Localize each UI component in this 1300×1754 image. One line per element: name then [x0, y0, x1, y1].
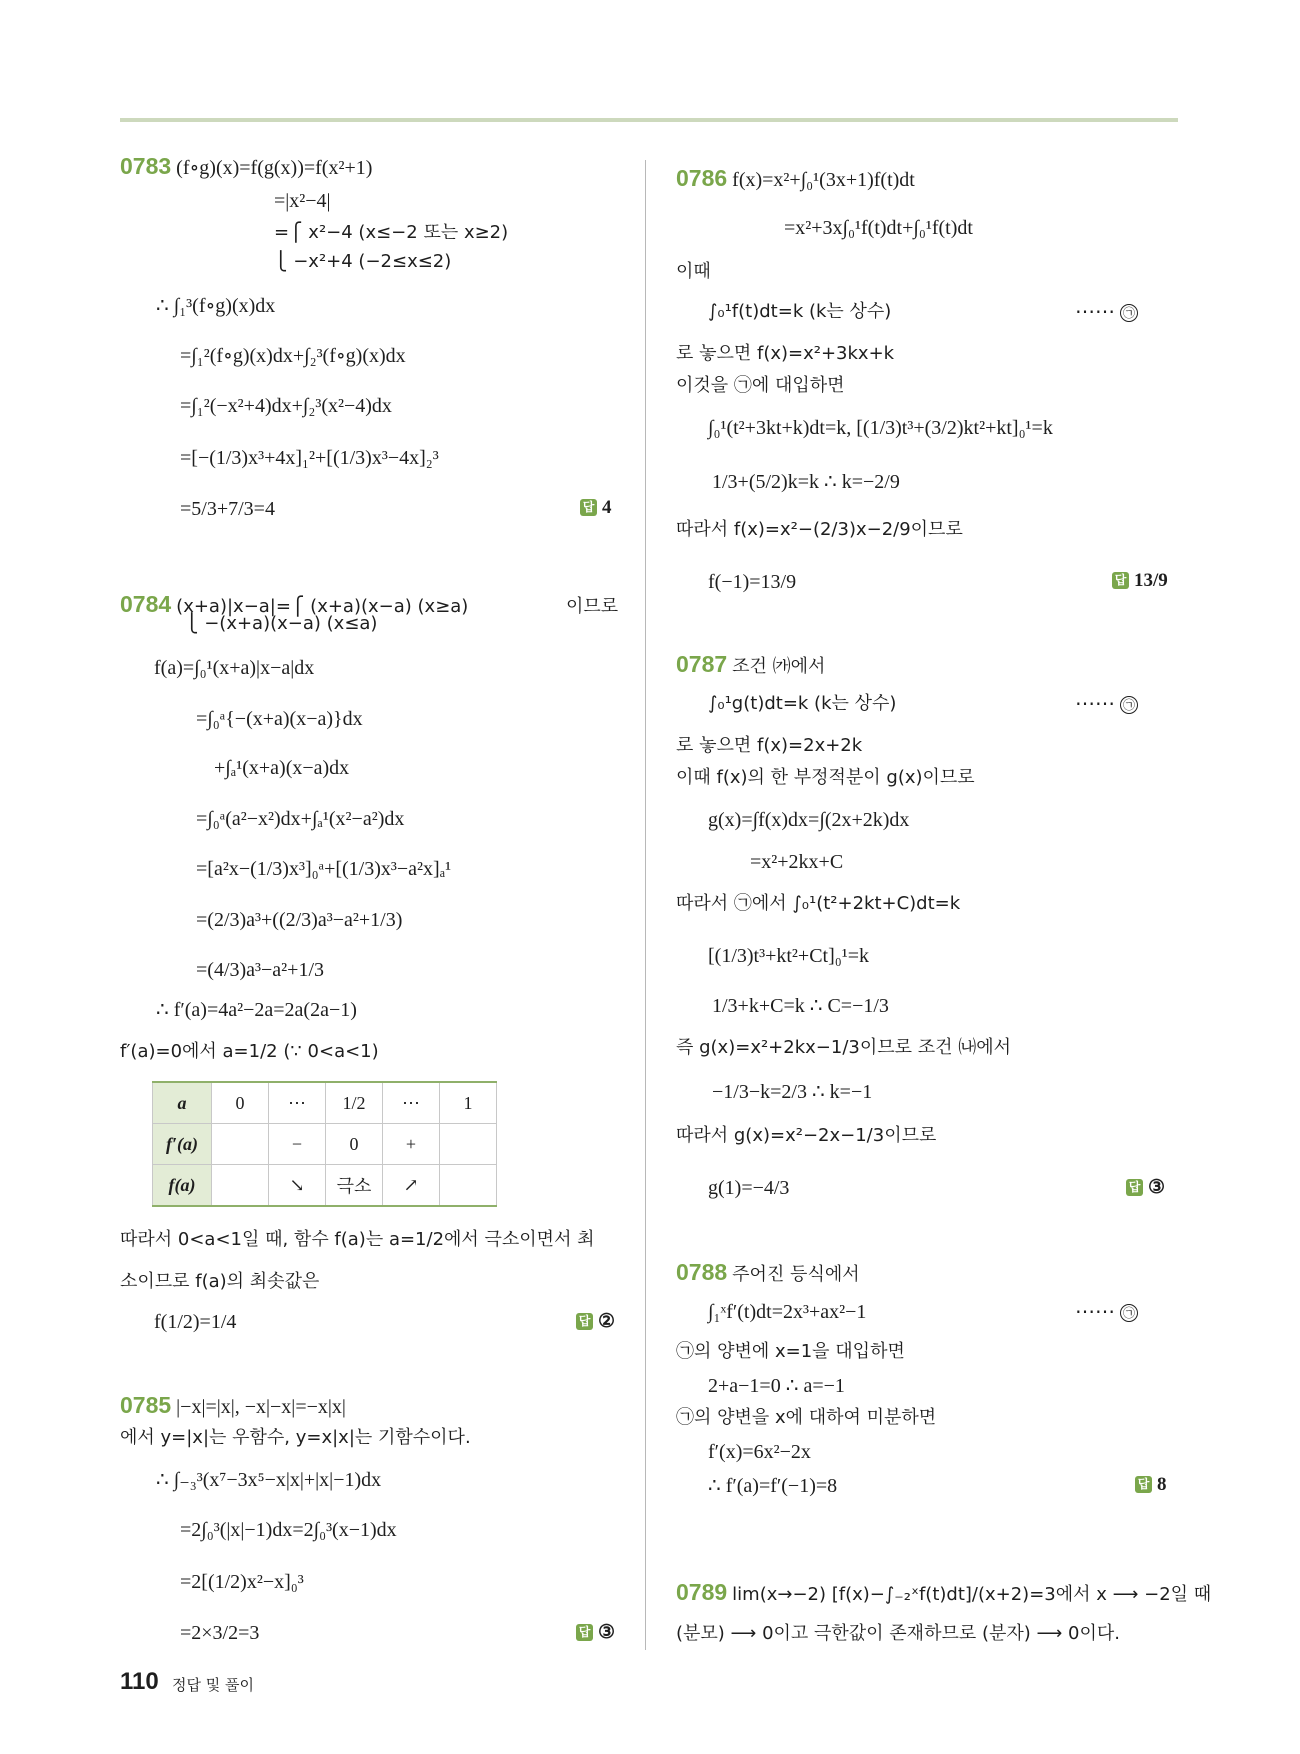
answer-value: 4: [602, 497, 612, 518]
table-cell: f(a): [153, 1165, 212, 1207]
answer-0786: [1112, 570, 1168, 592]
answer-0787: [1126, 1176, 1165, 1199]
problem-0785-header: [120, 1393, 346, 1419]
table-cell: 1: [440, 1082, 497, 1124]
problem-number: 0784: [120, 591, 172, 617]
line: ∫₀¹g(t)dt=k (k는 상수): [708, 693, 897, 714]
line: 1/3+(5/2)k=k ∴ k=−2/9: [712, 471, 900, 493]
line: g(x)=∫f(x)dx=∫(2x+2k)dx: [708, 809, 910, 831]
answer-0788: [1135, 1474, 1167, 1496]
answer-value: ③: [1148, 1177, 1166, 1198]
table-cell: 1/2: [326, 1082, 383, 1124]
line: −1/3−k=2/3 ∴ k=−1: [712, 1081, 873, 1103]
table-row: [153, 1124, 497, 1165]
answer-badge: 답: [580, 499, 597, 516]
column-divider: [645, 160, 646, 1650]
line: f(−1)=13/9: [708, 571, 797, 593]
table-cell: ⋯: [383, 1082, 440, 1124]
problem-0788-header: [676, 1260, 860, 1287]
line: 이것을 ㉠에 대입하면: [676, 375, 845, 396]
problem-number: 0785: [120, 1392, 172, 1418]
line: ㉠의 양변에 x=1을 대입하면: [676, 1341, 905, 1362]
line: (x+a)|x−a|=⎧ (x+a)(x−a) (x≥a): [176, 596, 469, 617]
line: 소이므로 f(a)의 최솟값은: [120, 1271, 320, 1292]
table-cell: [440, 1165, 497, 1207]
answer-value: ②: [598, 1311, 616, 1332]
line: f(1/2)=1/4: [154, 1311, 237, 1333]
table-cell: ⋯: [269, 1082, 326, 1124]
line: +∫ₐ¹(x+a)(x−a)dx: [214, 757, 350, 779]
line: (분모) ⟶ 0이고 극한값이 존재하므로 (분자) ⟶ 0이다.: [676, 1623, 1120, 1644]
increase-decrease-table: [152, 1081, 497, 1207]
line: (f∘g)(x)=f(g(x))=f(x²+1): [176, 157, 373, 179]
table-cell: [212, 1124, 269, 1165]
line: =x²+3x∫₀¹f(t)dt+∫₀¹f(t)dt: [784, 217, 973, 239]
line: ∫₀¹f(t)dt=k (k는 상수): [708, 301, 892, 322]
table-cell: ↗: [383, 1165, 440, 1207]
line: f(x)=x²+∫₀¹(3x+1)f(t)dt: [732, 169, 915, 191]
line: 따라서 f(x)=x²−(2/3)x−2/9이므로: [676, 519, 963, 540]
line: f(a)=∫₀¹(x+a)|x−a|dx: [154, 657, 315, 679]
line: 로 놓으면 f(x)=x²+3kx+k: [676, 343, 895, 364]
line: ∴ f′(a)=4a²−2a=2a(2a−1): [156, 999, 357, 1021]
marker-a: [1075, 300, 1138, 324]
problem-0789-header: [676, 1580, 1211, 1607]
line: 2+a−1=0 ∴ a=−1: [708, 1375, 845, 1397]
line: =∫₁²(−x²+4)dx+∫₂³(x²−4)dx: [180, 395, 392, 417]
problem-number: 0787: [676, 651, 728, 677]
table-cell: ↘: [269, 1165, 326, 1207]
marker-a: [1075, 1300, 1138, 1324]
line: 에서 y=|x|는 우함수, y=x|x|는 기함수이다.: [120, 1427, 471, 1448]
table-cell: +: [383, 1124, 440, 1165]
line: 따라서 0<a<1일 때, 함수 f(a)는 a=1/2에서 극소이면서 최: [120, 1229, 595, 1250]
line: =2∫₀³(|x|−1)dx=2∫₀³(x−1)dx: [180, 1519, 397, 1541]
line: 주어진 등식에서: [732, 1264, 860, 1285]
problem-number: 0786: [676, 165, 728, 191]
table-cell: 0: [326, 1124, 383, 1165]
answer-badge: 답: [1135, 1476, 1152, 1493]
problem-0783-header: [120, 154, 372, 180]
answer-badge: 답: [576, 1313, 593, 1330]
line: =2×3/2=3: [180, 1622, 260, 1644]
line: ⎩ −(x+a)(x−a) (x≤a): [185, 613, 378, 634]
line: =⎧ x²−4 (x≤−2 또는 x≥2): [274, 222, 509, 243]
answer-badge: 답: [576, 1624, 593, 1641]
answer-value: ③: [598, 1622, 616, 1643]
line: 이므로: [566, 596, 619, 617]
line: ∫₁ˣf′(t)dt=2x³+ax²−1: [708, 1301, 867, 1323]
line: 이때 f(x)의 한 부정적분이 g(x)이므로: [676, 767, 975, 788]
line: 이때: [676, 261, 711, 282]
top-rule: [120, 118, 1178, 122]
line: =(2/3)a³+((2/3)a³−a²+1/3): [196, 909, 403, 931]
line: =[−(1/3)x³+4x]₁²+[(1/3)x³−4x]₂³: [180, 447, 439, 469]
line: 로 놓으면 f(x)=2x+2k: [676, 735, 863, 756]
answer-value: 8: [1157, 1474, 1167, 1495]
line: =5/3+7/3=4: [180, 498, 275, 520]
line: ㉠의 양변을 x에 대하여 미분하면: [676, 1407, 937, 1428]
line: f′(a)=0에서 a=1/2 (∵ 0<a<1): [120, 1041, 379, 1062]
line: 1/3+k+C=k ∴ C=−1/3: [712, 995, 889, 1017]
page-number: 110: [120, 1668, 159, 1695]
line: 조건 ㈎에서: [732, 656, 826, 677]
answer-value: 13/9: [1134, 570, 1168, 591]
table-cell: [212, 1165, 269, 1207]
line: =|x²−4|: [274, 190, 331, 212]
table-row: [153, 1082, 497, 1124]
line: ⎩ −x²+4 (−2≤x≤2): [274, 251, 452, 272]
problem-number: 0788: [676, 1259, 728, 1285]
dots: ⋯⋯: [1075, 1301, 1115, 1323]
line: =2[(1/2)x²−x]₀³: [180, 1571, 304, 1593]
line: =∫₁²(f∘g)(x)dx+∫₂³(f∘g)(x)dx: [180, 345, 406, 367]
circle-label: ㉠: [1120, 304, 1138, 322]
answer-badge: 답: [1126, 1179, 1143, 1196]
dots: ⋯⋯: [1075, 301, 1115, 323]
line: lim(x→−2) [f(x)−∫₋₂ˣf(t)dt]/(x+2)=3에서 x ⟶ −2일 때: [732, 1584, 1212, 1605]
answer-0785: [576, 1621, 615, 1644]
circle-label: ㉠: [1120, 696, 1138, 714]
line: |−x|=|x|, −x|−x|=−x|x|: [176, 1396, 346, 1418]
problem-number: 0783: [120, 153, 172, 179]
problem-0787-header: [676, 652, 825, 679]
circle-label: ㉠: [1120, 1304, 1138, 1322]
table-cell: [440, 1124, 497, 1165]
table-cell: f′(a): [153, 1124, 212, 1165]
marker-a: [1075, 692, 1138, 716]
line: [(1/3)t³+kt²+Ct]₀¹=k: [708, 945, 870, 967]
line: 따라서 ㉠에서 ∫₀¹(t²+2kt+C)dt=k: [676, 893, 961, 914]
line: =∫₀ᵃ(a²−x²)dx+∫ₐ¹(x²−a²)dx: [196, 808, 405, 830]
table-cell: 0: [212, 1082, 269, 1124]
problem-number: 0789: [676, 1579, 728, 1605]
answer-0784: [576, 1310, 615, 1333]
line: =[a²x−(1/3)x³]₀ᵃ+[(1/3)x³−a²x]ₐ¹: [196, 858, 452, 880]
line: 따라서 g(x)=x²−2x−1/3이므로: [676, 1125, 937, 1146]
problem-0786-header: [676, 166, 915, 192]
table-cell: 극소: [326, 1165, 383, 1207]
line: 즉 g(x)=x²+2kx−1/3이므로 조건 ㈏에서: [676, 1037, 1012, 1058]
page-section-label: 정답 및 풀이: [172, 1676, 254, 1694]
line: ∴ f′(a)=f′(−1)=8: [708, 1475, 838, 1497]
answer-badge: 답: [1112, 572, 1129, 589]
line: g(1)=−4/3: [708, 1177, 790, 1199]
answer-0783: [580, 497, 612, 519]
line: =∫₀ᵃ{−(x+a)(x−a)}dx: [196, 708, 363, 730]
line: ∫₀¹(t²+3kt+k)dt=k, [(1/3)t³+(3/2)kt²+kt]₀¹=k: [708, 417, 1053, 439]
table-cell: a: [153, 1082, 212, 1124]
line: =(4/3)a³−a²+1/3: [196, 959, 325, 981]
table-cell: −: [269, 1124, 326, 1165]
line: =x²+2kx+C: [750, 851, 844, 873]
line: ∴ ∫₁³(f∘g)(x)dx: [156, 295, 276, 317]
table-row: [153, 1165, 497, 1207]
dots: ⋯⋯: [1075, 693, 1115, 715]
line: ∴ ∫₋₃³(x⁷−3x⁵−x|x|+|x|−1)dx: [156, 1469, 382, 1491]
line: f′(x)=6x²−2x: [708, 1441, 811, 1463]
